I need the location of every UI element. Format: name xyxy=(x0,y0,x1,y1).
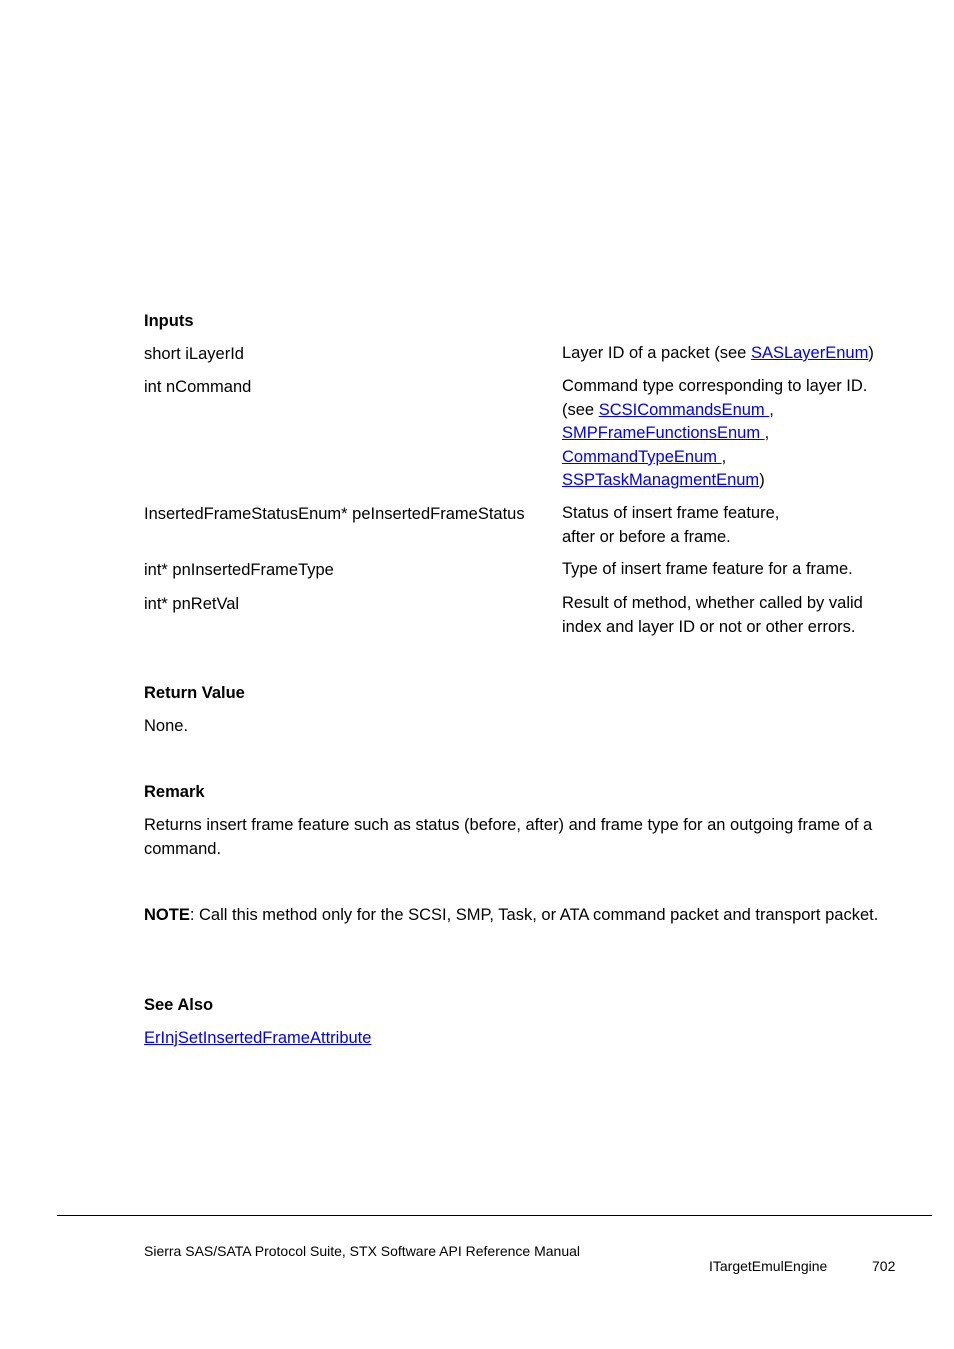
param-desc-ilayerid xyxy=(562,342,912,366)
smpframefunctionsenum-link[interactable]: SMPFrameFunctionsEnum xyxy=(562,424,765,442)
separator: , xyxy=(769,400,774,419)
ssptaskmanagmentenum-link[interactable]: SSPTaskManagmentEnum xyxy=(562,471,760,489)
footer-manual-title: Sierra SAS/SATA Protocol Suite, STX Software API Reference Manual xyxy=(144,1243,581,1259)
remark-text: Returns insert frame feature such as status (before, after) and frame type for an outgoing frame of a command. xyxy=(144,816,873,858)
param-desc-pninsertedframetype xyxy=(562,558,912,582)
param-desc-peinsertedframestatus xyxy=(562,502,912,549)
param-desc-see-line xyxy=(562,399,912,423)
saslayerenum-link[interactable]: SASLayerEnum xyxy=(750,344,869,362)
see-also-link-row xyxy=(144,1026,371,1050)
see-prefix: (see xyxy=(562,400,599,419)
scsicommandsenum-link[interactable]: SCSICommandsEnum xyxy=(598,400,770,419)
return-value-heading: Return Value xyxy=(144,684,245,702)
param-desc-link-line xyxy=(562,469,912,493)
param-desc-link-line xyxy=(562,422,912,446)
param-desc-link-line xyxy=(562,446,912,470)
separator: , xyxy=(764,424,770,442)
erinjsetinsertedframeattribute-link[interactable]: ErInjSetInsertedFrameAttribute xyxy=(144,1029,372,1047)
note-paragraph xyxy=(144,903,904,927)
param-name-pninsertedframetype: int* pnInsertedFrameType xyxy=(144,561,334,579)
close-paren: ) xyxy=(759,471,765,489)
note-text: : Call this method only for the SCSI, SMP, Task, or ATA command packet and transport packet. xyxy=(189,906,879,924)
param-desc-text: Layer ID of a packet (see xyxy=(562,344,751,362)
commandtypeenum-link[interactable]: CommandTypeEnum xyxy=(562,447,722,466)
param-name-ncommand: int nCommand xyxy=(144,378,252,396)
param-name-ilayerid: short iLayerId xyxy=(144,345,244,363)
see-also-heading: See Also xyxy=(144,996,214,1014)
return-value-text: None. xyxy=(144,717,189,735)
footer-section-name: ITargetEmulEngine xyxy=(709,1258,828,1274)
param-desc-line: index and layer ID or not or other errors. xyxy=(562,617,856,636)
param-name-peinsertedframestatus: InsertedFrameStatusEnum* peInsertedFrameStatus xyxy=(144,505,525,523)
separator: , xyxy=(721,447,727,466)
param-desc-pnretval xyxy=(562,592,912,639)
param-desc-line: Command type corresponding to layer ID. xyxy=(562,377,868,395)
footer-page-number: 702 xyxy=(872,1258,896,1274)
param-desc-line: Result of method, whether called by valid xyxy=(562,594,863,612)
param-desc-line: Type of insert frame feature for a frame. xyxy=(562,560,853,578)
remark-heading: Remark xyxy=(144,783,205,801)
inputs-heading: Inputs xyxy=(144,312,194,330)
param-desc-suffix: ) xyxy=(868,344,874,362)
footer-divider xyxy=(57,1215,932,1216)
param-desc-ncommand xyxy=(562,375,912,493)
param-desc-line: Status of insert frame feature, xyxy=(562,504,780,522)
note-label: NOTE xyxy=(144,906,190,924)
param-desc-line: after or before a frame. xyxy=(562,527,731,546)
param-name-pnretval: int* pnRetVal xyxy=(144,595,240,613)
